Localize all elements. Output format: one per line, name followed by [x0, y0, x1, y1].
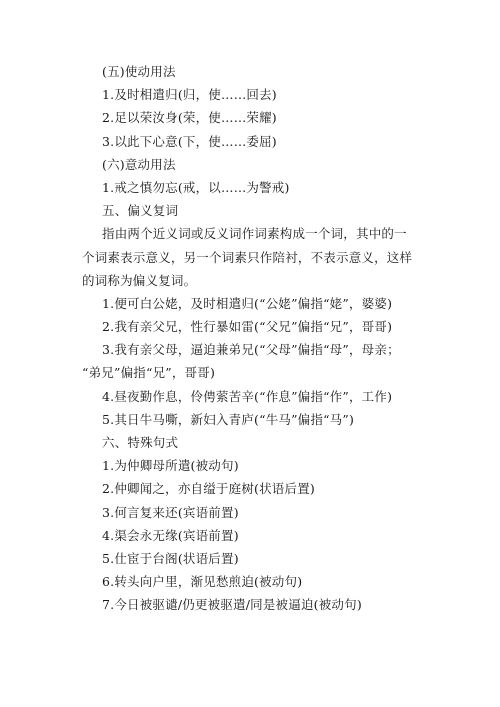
sentence-item: 5.仕宦于台阁(状语后置) [102, 550, 239, 566]
heading-causative-usage: (五)使动用法 [102, 64, 176, 79]
list-item: 1.及时相遣归(归，使……回去) [102, 87, 277, 103]
sentence-item: 2.仲卿闻之，亦自缢于庭树(状语后置) [102, 481, 315, 497]
sentence-item: 3.何言复来还(宾语前置) [102, 504, 239, 520]
sentence-item: 7.今日被驱谴/仍更被驱遣/同是被逼迫(被动句) [102, 597, 362, 613]
list-item: 3.以此下心意(下，使……委屈) [102, 133, 277, 149]
paragraph-line: 指由两个近义词或反义词作词素构成一个词，其中的一 [102, 226, 407, 242]
example-item: 4.昼夜勤作息，伶俜萦苦辛(“作息”偏指“作”，工作) [102, 388, 393, 404]
sentence-item: 6.转头向户里，渐见愁煎迫(被动句) [102, 574, 303, 590]
heading-putative-usage: (六)意动用法 [102, 156, 176, 172]
paragraph-line: 的词称为偏义复词。 [82, 272, 197, 288]
section-title-partial-compound: 五、偏义复词 [102, 203, 179, 219]
sentence-item: 1.为仲卿母所遣(被动句) [102, 458, 239, 474]
list-item: 1.戒之慎勿忘(戒，以……为警戒) [102, 179, 290, 195]
document-page [82, 60, 427, 617]
example-item-continuation: “弟兄”偏指“兄”，哥哥) [82, 365, 216, 381]
example-item: 5.其日牛马嘶，新妇入青庐(“牛马”偏指“马”) [102, 411, 355, 427]
example-item: 1.便可白公姥，及时相遣归(“公姥”偏指“姥”，婆婆) [102, 295, 393, 311]
paragraph-line: 个词素表示意义，另一个词素只作陪衬，不表示意义，这样 [82, 249, 413, 265]
section-title-special-sentences: 六、特殊句式 [102, 435, 179, 450]
list-item: 2.足以荣汝身(荣，使……荣耀) [102, 110, 277, 126]
example-item: 3.我有亲父母，逼迫兼弟兄(“父母”偏指“母”，母亲； [102, 342, 400, 358]
example-item: 2.我有亲父兄，性行暴如雷(“父兄”偏指“兄”，哥哥) [102, 319, 393, 335]
sentence-item: 4.渠会永无缘(宾语前置) [102, 527, 239, 543]
